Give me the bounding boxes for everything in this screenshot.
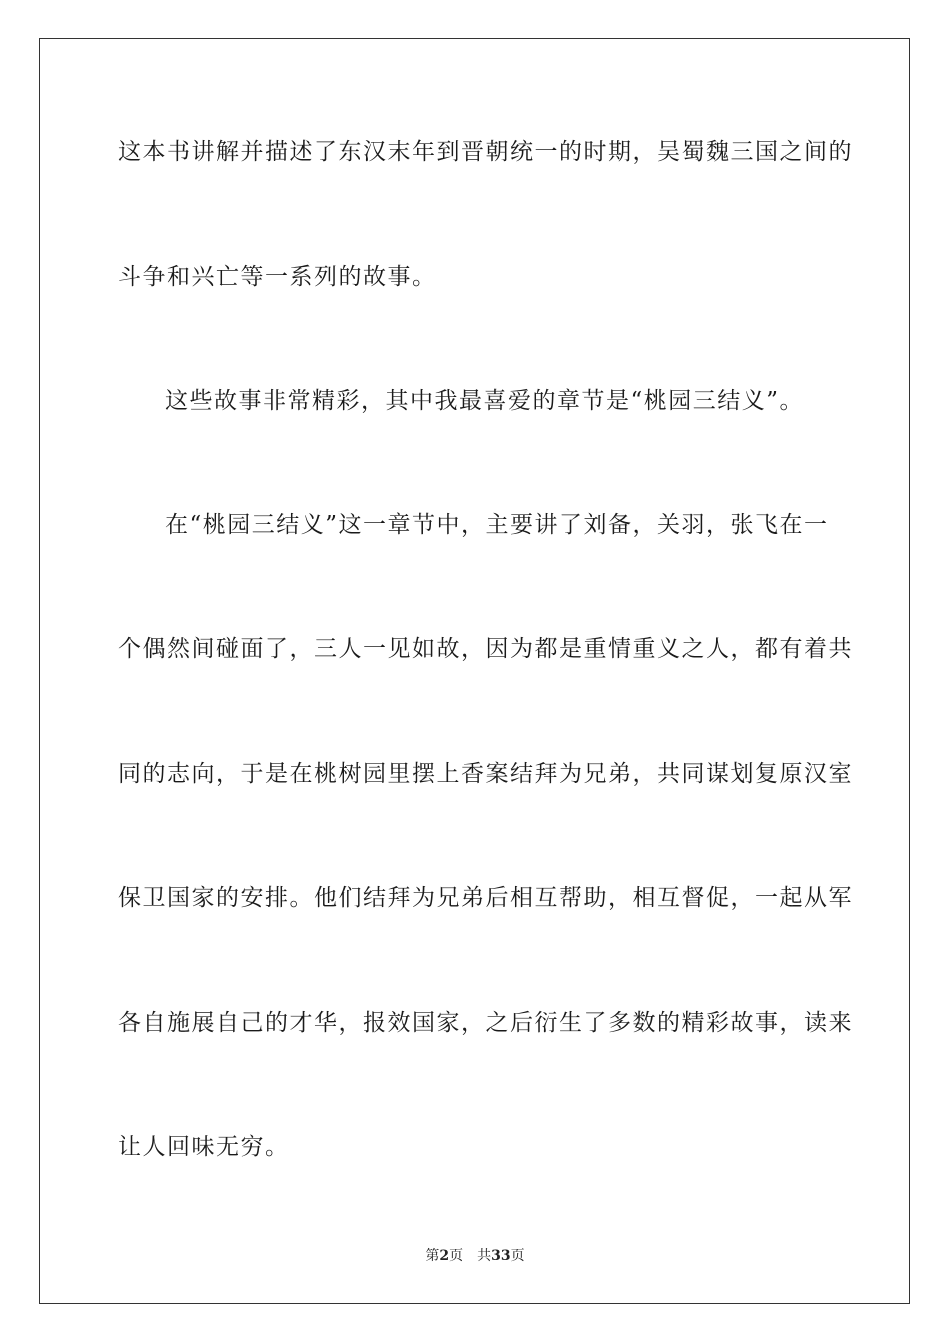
- text-line-5: 个偶然间碰面了，三人一见如故，因为都是重情重义之人，都有着共: [118, 636, 853, 662]
- text-line-9: 让人回味无穷。: [118, 1134, 290, 1160]
- text-line-2: 斗争和兴亡等一系列的故事。: [118, 264, 437, 290]
- text-line-8: 各自施展自己的才华，报效国家，之后衍生了多数的精彩故事，读来: [118, 1010, 853, 1036]
- total-prefix: 共: [477, 1248, 492, 1264]
- page-border: [39, 38, 910, 1304]
- text-line-6: 同的志向，于是在桃树园里摆上香案结拜为兄弟，共同谋划复原汉室: [118, 761, 853, 787]
- text-line-7: 保卫国家的安排。他们结拜为兄弟后相互帮助，相互督促，一起从军: [118, 885, 853, 911]
- text-line-1: 这本书讲解并描述了东汉末年到晋朝统一的时期，吴蜀魏三国之间的: [118, 139, 853, 165]
- page-suffix: 页: [449, 1248, 464, 1264]
- page-prefix: 第: [425, 1248, 440, 1264]
- page-footer: [0, 1246, 950, 1266]
- paragraph-line-4: 在“桃园三结义”这一章节中，主要讲了刘备，关羽，张飞在一: [165, 512, 829, 538]
- total-pages: 33: [491, 1248, 511, 1264]
- page-number: 2: [439, 1248, 450, 1264]
- total-suffix: 页: [510, 1248, 525, 1264]
- paragraph-line-3: 这些故事非常精彩，其中我最喜爱的章节是“桃园三结义”。: [165, 388, 805, 414]
